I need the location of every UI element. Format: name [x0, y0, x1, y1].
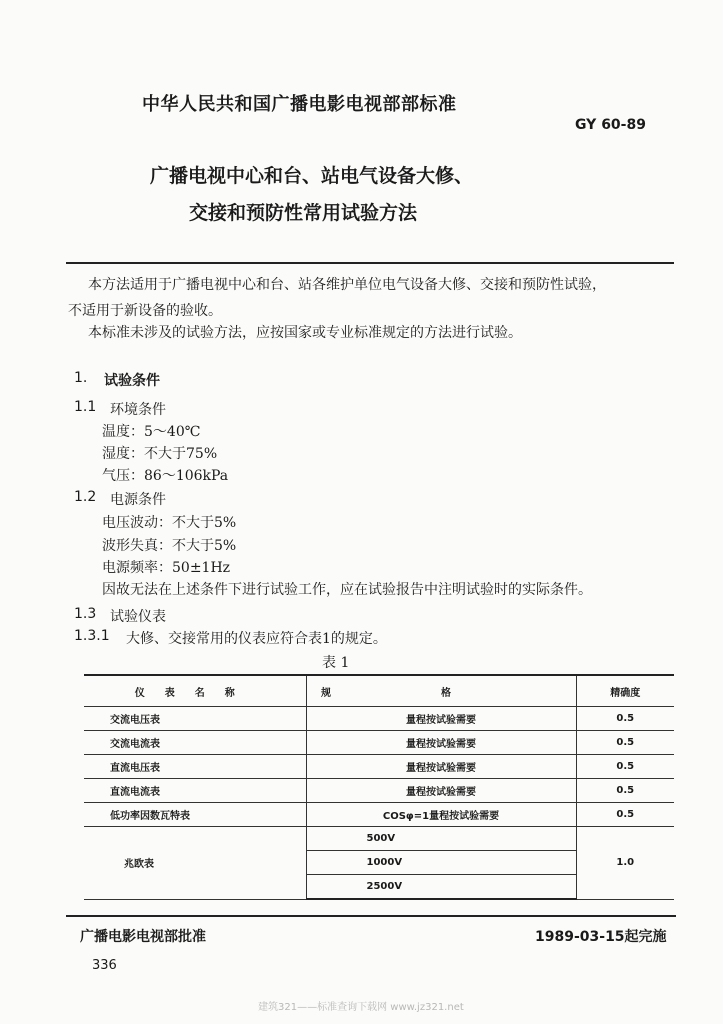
section11-num: 1.1 [74, 399, 97, 415]
doc-title-line2: 交接和预防性常用试验方法 [189, 202, 418, 224]
footer-divider [66, 915, 676, 917]
cell-accuracy: 0.5 [576, 707, 674, 731]
table-caption: 表 1 [322, 655, 350, 671]
header-spec: 规格 [306, 675, 576, 707]
section1-num: 1. [74, 370, 88, 386]
cell-spec: 量程按试验需要 [306, 755, 576, 779]
doc-title-line1: 广播电视中心和台、站电气设备大修、 [150, 165, 474, 187]
cell-spec: 500V [306, 827, 576, 851]
intro-p1-line1: 本方法适用于广播电视中心和台、站各维护单位电气设备大修、交接和预防性试验， [88, 277, 606, 293]
page-number: 336 [92, 958, 117, 973]
conditions-note: 因故无法在上述条件下进行试验工作，应在试验报告中注明试验时的实际条件。 [102, 582, 592, 598]
header-instrument-name: 仪表名称 [84, 675, 306, 707]
power-distortion: 波形失真：不大于5% [102, 538, 237, 554]
section13-num: 1.3 [74, 606, 97, 622]
intro-p2: 本标准未涉及的试验方法，应按国家或专业标准规定的方法进行试验。 [88, 325, 522, 341]
standard-code: GY 60-89 [575, 117, 646, 133]
table-row [84, 827, 674, 851]
instrument-table [84, 674, 674, 900]
table-row [84, 779, 674, 803]
table-row [84, 755, 674, 779]
section131-num: 1.3.1 [74, 628, 110, 644]
section12-title: 电源条件 [110, 492, 166, 508]
cell-spec: 量程按试验需要 [306, 779, 576, 803]
table-row [84, 707, 674, 731]
power-frequency: 电源频率：50±1Hz [102, 560, 231, 576]
cell-name: 直流电压表 [84, 755, 306, 779]
cell-name: 直流电流表 [84, 779, 306, 803]
org-title: 中华人民共和国广播电影电视部部标准 [142, 94, 457, 115]
title-divider [66, 262, 674, 264]
section131-text: 大修、交接常用的仪表应符合表1的规定。 [126, 631, 387, 647]
cell-accuracy: 0.5 [576, 803, 674, 827]
cell-name-megger: 兆欧表 [84, 827, 306, 900]
cell-spec: 量程按试验需要 [306, 707, 576, 731]
cell-spec: 2500V [306, 875, 576, 900]
cell-accuracy: 0.5 [576, 755, 674, 779]
section1-title: 试验条件 [104, 373, 160, 389]
env-humidity: 湿度：不大于75% [102, 446, 218, 462]
header-accuracy: 精确度 [576, 675, 674, 707]
approver: 广播电影电视部批准 [80, 929, 206, 945]
effective-date: 1989-03-15起完施 [535, 929, 667, 945]
cell-spec: 量程按试验需要 [306, 731, 576, 755]
env-pressure: 气压：86～106kPa [102, 468, 229, 484]
cell-name: 交流电流表 [84, 731, 306, 755]
section12-num: 1.2 [74, 489, 97, 505]
table-header-row [84, 675, 674, 707]
cell-accuracy: 0.5 [576, 779, 674, 803]
cell-accuracy: 0.5 [576, 731, 674, 755]
section13-title: 试验仪表 [110, 609, 166, 625]
watermark: 建筑321——标准查询下载网 www.jz321.net [258, 1002, 464, 1013]
env-temperature: 温度：5～40℃ [102, 424, 201, 440]
cell-accuracy-megger: 1.0 [576, 827, 674, 900]
cell-spec: COSφ=1量程按试验需要 [306, 803, 576, 827]
intro-p1-line2: 不适用于新设备的验收。 [68, 303, 222, 319]
table-row [84, 731, 674, 755]
section11-title: 环境条件 [110, 402, 166, 418]
cell-spec: 1000V [306, 851, 576, 875]
power-voltage: 电压波动：不大于5% [102, 515, 237, 531]
cell-name: 低功率因数瓦特表 [84, 803, 306, 827]
cell-name: 交流电压表 [84, 707, 306, 731]
table-row [84, 803, 674, 827]
